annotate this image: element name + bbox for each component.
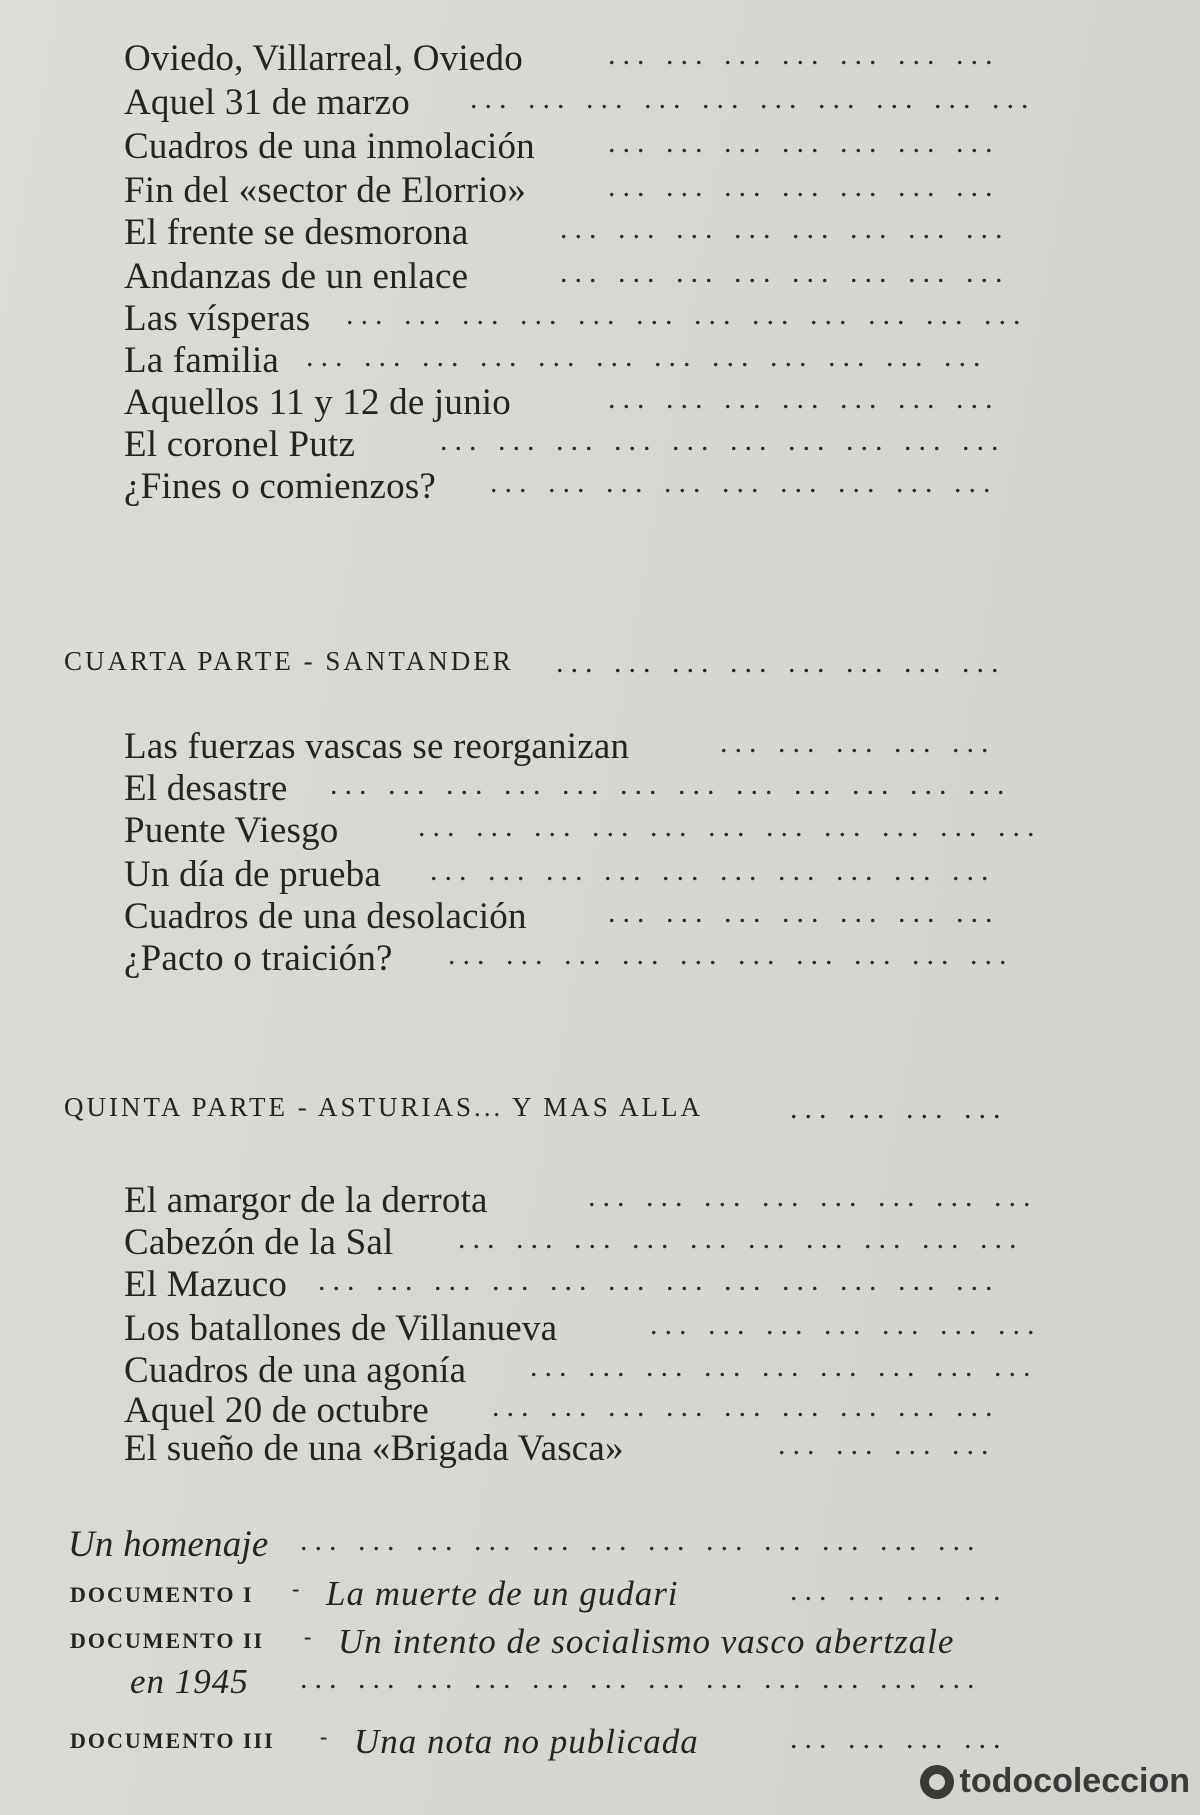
leader-dots: ... ... ... ... ... ... ... ... ... ... ... ...: [330, 768, 1012, 801]
toc-entry-title: Fin del «sector de Elorrio»: [124, 170, 527, 211]
leader-dots: ... ... ... ... ... ... ... ... ... ... ... ...: [346, 298, 1028, 331]
document-separator: -: [320, 1724, 330, 1749]
toc-entry-title: La familia: [124, 340, 280, 381]
toc-entry-title: Aquel 20 de octubre: [124, 1390, 429, 1431]
document-separator: -: [304, 1624, 314, 1649]
leader-dots: ... ... ... ... ... ... ... ... ... ...: [430, 854, 996, 887]
toc-entry-title: El frente se desmorona: [124, 212, 469, 253]
leader-dots: ... ... ... ... ... ... ...: [608, 126, 1000, 159]
leader-dots: ... ... ... ... ... ... ...: [608, 38, 1000, 71]
toc-entry-title: Aquellos 11 y 12 de junio: [124, 382, 511, 423]
document-separator: -: [292, 1576, 302, 1601]
leader-dots: ... ... ... ... ... ... ... ...: [560, 256, 1010, 289]
leader-dots: ... ... ... ... ... ... ... ... ... ... ... ...: [306, 340, 988, 373]
part-title: QUINTA PARTE - ASTURIAS... Y MAS ALLA: [64, 1092, 704, 1122]
leader-dots: ... ... ... ... ... ... ... ... ...: [492, 1390, 1000, 1423]
watermark: [920, 1762, 1190, 1801]
toc-entry-title: Cuadros de una inmolación: [124, 126, 535, 167]
toc-entry-title: Cabezón de la Sal: [124, 1222, 394, 1263]
toc-entry-title: El amargor de la derrota: [124, 1180, 488, 1221]
leader-dots: ... ... ... ... ... ... ...: [608, 170, 1000, 203]
leader-dots: ... ... ... ...: [790, 1574, 1008, 1607]
toc-entry-title: El Mazuco: [124, 1264, 288, 1305]
document-label: DOCUMENTO III: [70, 1728, 275, 1753]
leader-dots: ... ... ... ... ... ... ... ... ... ... ... ...: [300, 1524, 982, 1557]
toc-entry-title: ¿Pacto o traición?: [124, 938, 393, 979]
leader-dots: ... ... ... ... ... ... ... ... ... ...: [458, 1222, 1024, 1255]
document-label: DOCUMENTO II: [70, 1628, 265, 1653]
toc-entry-title: Un intento de socialismo vasco abertzale: [338, 1622, 955, 1661]
leader-dots: ... ... ... ... ... ... ... ... ... ... ... ...: [300, 1662, 982, 1695]
document-label: DOCUMENTO I: [70, 1582, 254, 1607]
toc-entry-title: ¿Fines o comienzos?: [124, 466, 437, 507]
leader-dots: ... ... ... ... ... ... ... ... ... ... ...: [418, 810, 1042, 843]
toc-entry-title: Los batallones de Villanueva: [124, 1308, 558, 1349]
leader-dots: ... ... ... ... ...: [720, 726, 996, 759]
leader-dots: ... ... ... ... ... ... ... ...: [560, 212, 1010, 245]
toc-entry-title: El desastre: [124, 768, 288, 809]
toc-entry-title: La muerte de un gudari: [326, 1574, 679, 1613]
leader-dots: ... ... ... ... ... ... ... ... ... ...: [470, 82, 1036, 115]
toc-entry-title: Cuadros de una desolación: [124, 896, 527, 937]
toc-entry-title: El sueño de una «Brigada Vasca»: [124, 1428, 624, 1469]
toc-entry-title: Una nota no publicada: [354, 1722, 699, 1761]
toc-entry-title: El coronel Putz: [124, 424, 356, 465]
toc-entry-title: Aquel 31 de marzo: [124, 82, 410, 123]
toc-entry-title: Puente Viesgo: [124, 810, 339, 851]
leader-dots: ... ... ... ... ... ... ...: [608, 382, 1000, 415]
toc-entry-title-continued: en 1945: [130, 1662, 249, 1701]
toc-entry-title: Un homenaje: [68, 1524, 269, 1565]
leader-dots: ... ... ... ... ... ... ... ... ... ...: [440, 424, 1006, 457]
toc-entry-title: Un día de prueba: [124, 854, 381, 895]
leader-dots: ... ... ... ... ... ... ... ... ...: [490, 466, 998, 499]
leader-dots: ... ... ... ...: [790, 1722, 1008, 1755]
part-title: CUARTA PARTE - SANTANDER: [64, 646, 514, 676]
leader-dots: ... ... ... ...: [778, 1428, 996, 1461]
todocoleccion-logo-icon: [920, 1765, 954, 1799]
leader-dots: ... ... ... ...: [790, 1092, 1008, 1125]
leader-dots: ... ... ... ... ... ... ... ... ...: [530, 1350, 1038, 1383]
toc-entry-title: Andanzas de un enlace: [124, 256, 469, 297]
leader-dots: ... ... ... ... ... ... ...: [608, 896, 1000, 929]
leader-dots: ... ... ... ... ... ... ...: [650, 1308, 1042, 1341]
watermark-text: todocoleccion: [959, 1762, 1190, 1800]
toc-entry-title: Cuadros de una agonía: [124, 1350, 467, 1391]
toc-entry-title: Las fuerzas vascas se reorganizan: [124, 726, 630, 767]
leader-dots: ... ... ... ... ... ... ... ... ... ...: [448, 938, 1014, 971]
leader-dots: ... ... ... ... ... ... ... ...: [588, 1180, 1038, 1213]
leader-dots: ... ... ... ... ... ... ... ...: [556, 646, 1006, 679]
leader-dots: ... ... ... ... ... ... ... ... ... ... ... ...: [318, 1264, 1000, 1297]
toc-entry-title: Oviedo, Villarreal, Oviedo: [124, 38, 523, 79]
toc-entry-title: Las vísperas: [124, 298, 311, 339]
